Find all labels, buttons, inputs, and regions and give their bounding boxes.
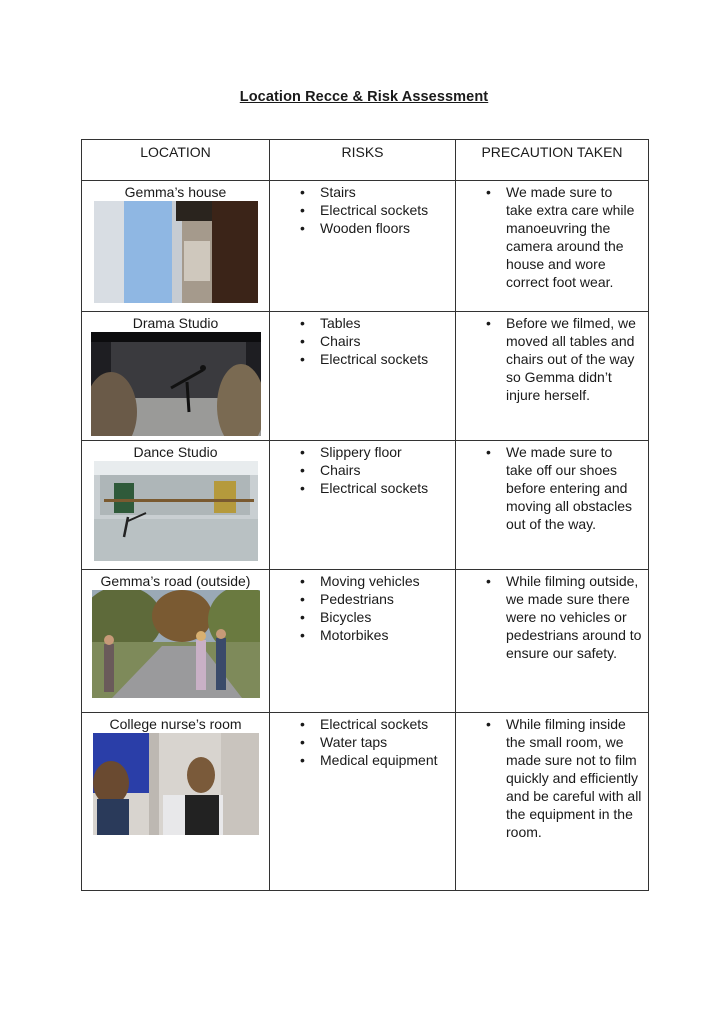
risk-item: • Bicycles <box>270 608 455 626</box>
location-name: College nurse’s room <box>109 716 242 732</box>
location-cell <box>82 181 270 312</box>
college-nurses-room-photo <box>93 733 259 835</box>
location-name: Gemma’s road (outside) <box>100 573 251 589</box>
risk-item: • Electrical sockets <box>270 715 455 733</box>
drama-studio-photo <box>91 332 261 436</box>
risks-cell <box>270 181 456 312</box>
risk-item: • Electrical sockets <box>270 479 455 497</box>
precaution-cell <box>456 312 649 441</box>
risks-cell <box>270 441 456 570</box>
risk-item: • Chairs <box>270 332 455 350</box>
risks-list <box>270 181 455 237</box>
table-row <box>82 312 649 441</box>
table-row <box>82 181 649 312</box>
risk-item: • Slippery floor <box>270 443 455 461</box>
header-location: LOCATION <box>82 140 270 181</box>
risks-cell <box>270 570 456 713</box>
location-cell <box>82 570 270 713</box>
gemmas-road-photo <box>92 590 260 698</box>
precaution-cell <box>456 713 649 891</box>
table-row <box>82 570 649 713</box>
location-cell <box>82 713 270 891</box>
precaution-item: • While filming outside, we made sure there were no vehicles or pedestrians around to ensure our safety. <box>456 572 648 662</box>
header-risks: RISKS <box>270 140 456 181</box>
risk-item: • Wooden floors <box>270 219 455 237</box>
precaution-cell <box>456 441 649 570</box>
risks-list <box>270 441 455 497</box>
risk-item: • Stairs <box>270 183 455 201</box>
precaution-item: • We made sure to take extra care while manoeuvring the camera around the house and wore correct foot wear. <box>456 183 648 291</box>
precaution-cell <box>456 570 649 713</box>
page-title: Location Recce & Risk Assessment <box>239 89 489 105</box>
risk-item: • Chairs <box>270 461 455 479</box>
header-precaution: PRECAUTION TAKEN <box>456 140 649 181</box>
precaution-item: • While filming inside the small room, we made sure not to film quickly and efficiently and be careful with all the equipment in the room. <box>456 715 648 841</box>
location-name: Dance Studio <box>133 444 218 460</box>
location-name: Gemma’s house <box>124 184 227 200</box>
precaution-cell <box>456 181 649 312</box>
location-name: Drama Studio <box>132 315 219 331</box>
location-cell <box>82 312 270 441</box>
risk-item: • Tables <box>270 314 455 332</box>
table-row <box>82 441 649 570</box>
risks-cell <box>270 713 456 891</box>
risks-list <box>270 312 455 368</box>
risk-item: • Water taps <box>270 733 455 751</box>
risk-item: • Medical equipment <box>270 751 455 769</box>
table-row <box>82 713 649 891</box>
dance-studio-photo <box>94 461 258 561</box>
risk-item: • Pedestrians <box>270 590 455 608</box>
gemmas-house-photo <box>94 201 258 303</box>
risk-item: • Motorbikes <box>270 626 455 644</box>
risk-item: • Electrical sockets <box>270 350 455 368</box>
risks-list <box>270 570 455 644</box>
risks-cell <box>270 312 456 441</box>
location-cell <box>82 441 270 570</box>
risks-list <box>270 713 455 769</box>
risk-item: • Electrical sockets <box>270 201 455 219</box>
risk-item: • Moving vehicles <box>270 572 455 590</box>
header-row <box>82 140 649 181</box>
risk-assessment-table <box>81 139 649 891</box>
precaution-item: • Before we filmed, we moved all tables and chairs out of the way so Gemma didn’t injure herself. <box>456 314 648 404</box>
precaution-item: • We made sure to take off our shoes before entering and moving all obstacles out of the way. <box>456 443 648 533</box>
